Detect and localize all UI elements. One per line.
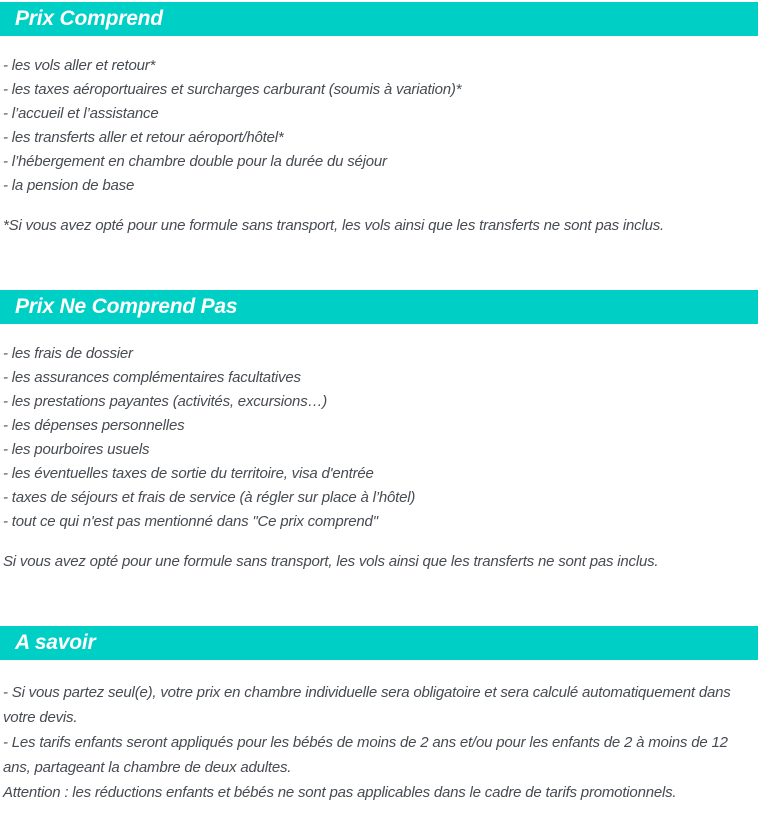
pricing-info-page — [0, 2, 758, 815]
list-item: - l’accueil et l’assistance — [3, 105, 159, 122]
section-prix-ne-comprend-pas — [0, 290, 758, 624]
list-item: - les assurances complémentaires facultatives — [3, 369, 301, 386]
list-item: - les pourboires usuels — [3, 441, 150, 458]
section-prix-comprend — [0, 2, 758, 288]
transport-note: *Si vous avez opté pour une formule sans transport, les vols ainsi que les transferts ne sont pas inclus. — [3, 217, 665, 234]
included-items-list — [3, 54, 754, 198]
list-item: - tout ce qui n'est pas mentionné dans "Ce prix comprend" — [3, 513, 378, 530]
list-item: - Les tarifs enfants seront appliqués pour les bébés de moins de 2 ans et/ou pour les enfants de 2 à moins de 12 ans, partageant la chambre de deux adultes. — [3, 734, 728, 776]
list-item: - l’hébergement en chambre double pour la durée du séjour — [3, 153, 387, 170]
section-body-a-savoir — [0, 660, 758, 815]
list-item: - les vols aller et retour* — [3, 57, 156, 74]
list-item: - les frais de dossier — [3, 345, 133, 362]
section-title: Prix Ne Comprend Pas — [15, 295, 238, 318]
list-item: - les taxes aéroportuaires et surcharges carburant (soumis à variation)* — [3, 81, 462, 98]
list-item: - taxes de séjours et frais de service (à régler sur place à l’hôtel) — [3, 489, 416, 506]
notes-list — [3, 680, 754, 805]
list-item: - Si vous partez seul(e), votre prix en chambre individuelle sera obligatoire et sera calculé automatiquement dans votre devis. — [3, 684, 731, 726]
list-item: - la pension de base — [3, 177, 135, 194]
excluded-items-list — [3, 342, 754, 534]
section-title: Prix Comprend — [15, 7, 163, 30]
section-header-prix-ne-comprend-pas — [0, 290, 758, 324]
list-item: - les prestations payantes (activités, excursions…) — [3, 393, 328, 410]
section-body-prix-comprend — [0, 36, 758, 288]
section-header-a-savoir — [0, 626, 758, 660]
list-item: - les dépenses personnelles — [3, 417, 185, 434]
section-a-savoir — [0, 626, 758, 815]
list-item: - les transferts aller et retour aéroport/hôtel* — [3, 129, 284, 146]
section-body-prix-ne-comprend-pas — [0, 324, 758, 624]
list-item: - les éventuelles taxes de sortie du territoire, visa d'entrée — [3, 465, 374, 482]
section-title: A savoir — [15, 631, 96, 654]
list-item: Attention : les réductions enfants et bébés ne sont pas applicables dans le cadre de tarifs promotionnels. — [3, 784, 677, 801]
section-header-prix-comprend — [0, 2, 758, 36]
transport-note: Si vous avez opté pour une formule sans transport, les vols ainsi que les transferts ne sont pas inclus. — [3, 553, 659, 570]
